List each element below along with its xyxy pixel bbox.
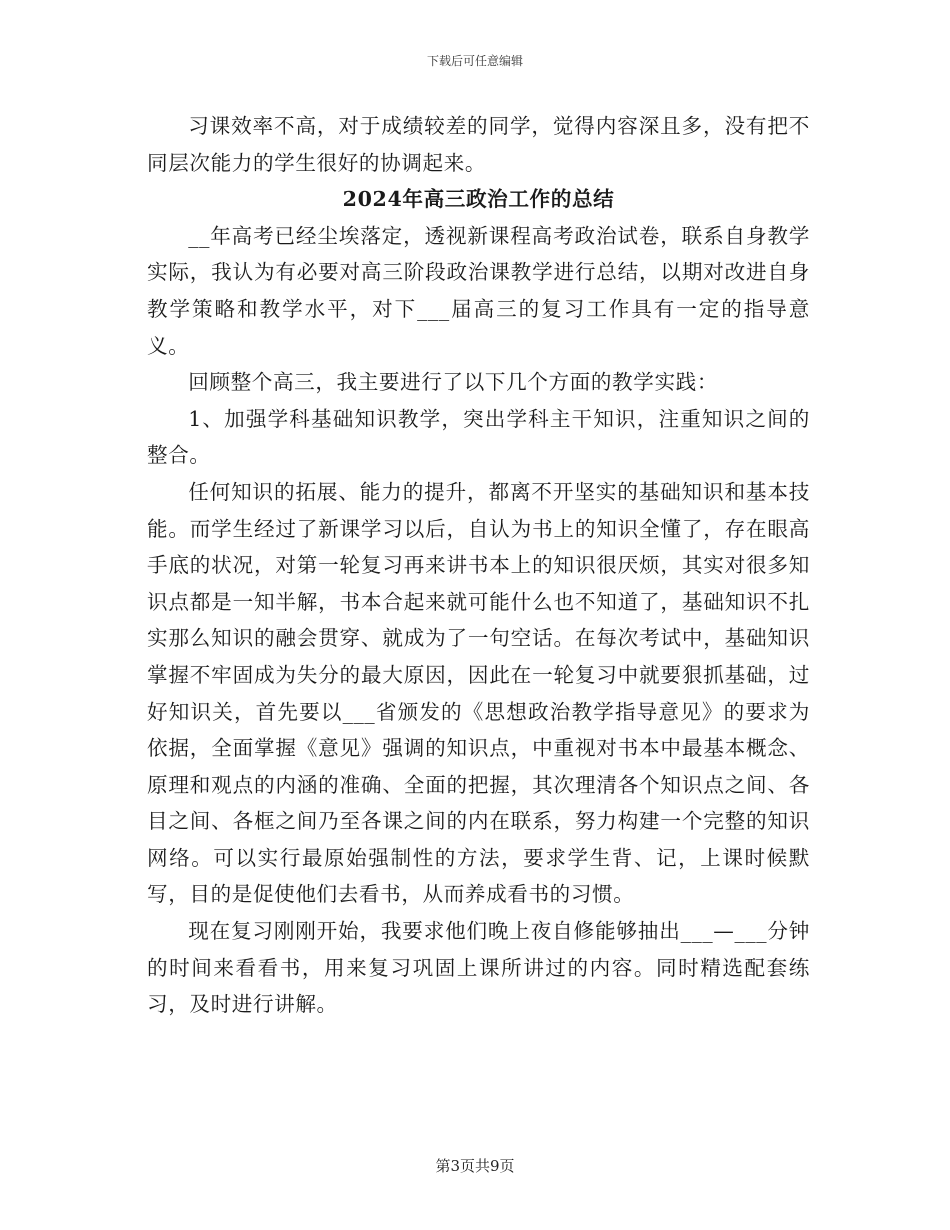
page-number: 第3页共9页 xyxy=(435,1157,515,1175)
paragraph-practice: 现在复习刚刚开始，我要求他们晚上夜自修能够抽出___—___分钟的时间来看看书，用来复习巩固上课所讲过的内容。同时精选配套练习，及时进行讲解。 xyxy=(147,919,810,1017)
document-title: 2024年高三政治工作的总结 xyxy=(342,187,615,212)
header-note: 下载后可任意编辑 xyxy=(426,54,523,68)
paragraph-basics: 任何知识的拓展、能力的提升，都离不开坚实的基础知识和基本技能。而学生经过了新课学习以后，自认为书上的知识全懂了，存在眼高手底的状况，对第一轮复习再来讲书本上的知识很厌烦，其实对很多知识点都是一知半解，书本合起来就可能什么也不知道了，基础知识不扎实那么知识的融会贯穿、就成为了一句空话。在每次考试中，基础知识掌握不牢固成为失分的最大原因，因此在一轮复习中就要狠抓基础，过好知识关，首先要以___省颁发的《思想政治教学指导意见》的要求为依据，全面掌握《意见》强调的知识点，中重视对书本中最基本概念、原理和观点的内涵的准确、全面的把握，其次理清各个知识点之间、各目之间、各框之间乃至各课之间的内在联系，努力构建一个完整的知识网络。可以实行最原始强制性的方法，要求学生背、记，上课时候默写，目的是促使他们去看书，从而养成看书的习惯。 xyxy=(147,479,810,907)
paragraph-point-1: 1、加强学科基础知识教学，突出学科主干知识，注重知识之间的整合。 xyxy=(147,406,810,468)
paragraph-review: 回顾整个高三，我主要进行了以下几个方面的教学实践： xyxy=(188,370,719,395)
continuation-paragraph: 习课效率不高，对于成绩较差的同学，觉得内容深且多，没有把不同层次能力的学生很好的协调起来。 xyxy=(147,114,810,175)
paragraph-intro: __年高考已经尘埃落定，透视新课程高考政治试卷，联系自身教学实际，我认为有必要对高三阶段政治课教学进行总结，以期对改进自身教学策略和教学水平，对下___届高三的复习工作具有一定的指导意义。 xyxy=(147,223,810,358)
document-body xyxy=(147,108,810,1023)
